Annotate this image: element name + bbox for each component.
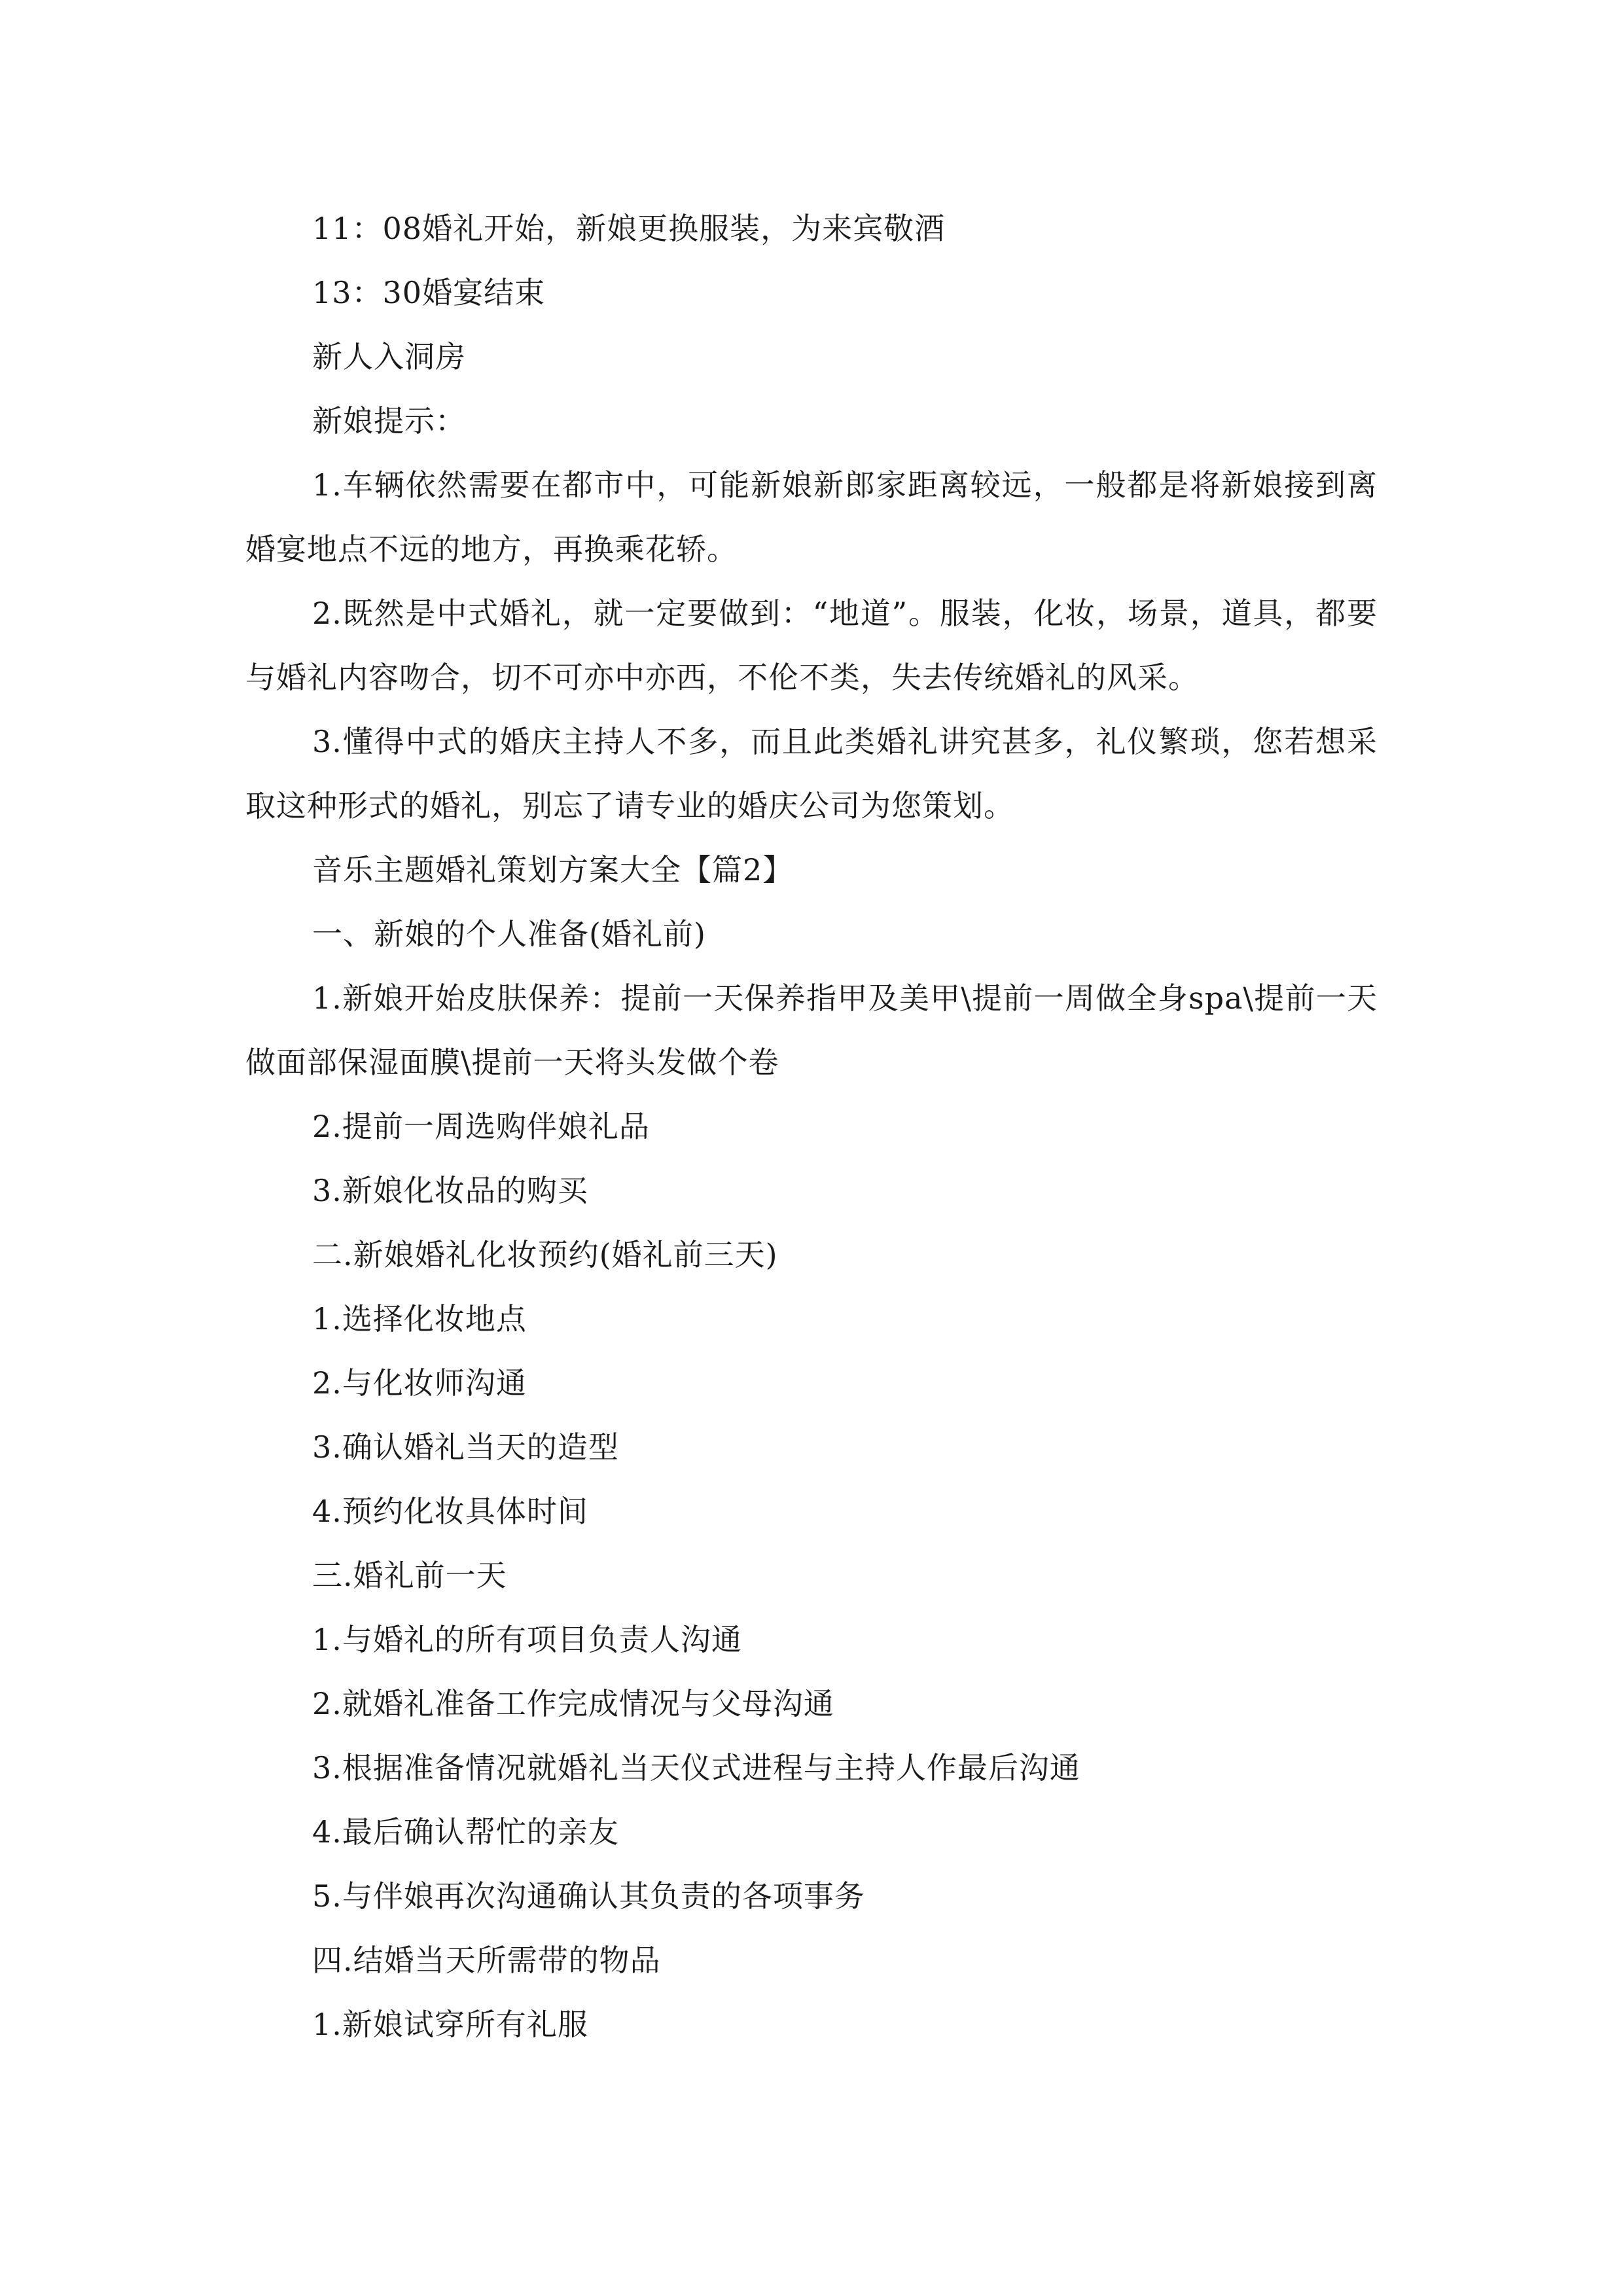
list-item-bridesmaid-gifts: 2.提前一周选购伴娘礼品 xyxy=(312,1109,650,1144)
paragraph-bridal-chamber: 新人入洞房 xyxy=(312,339,466,374)
paragraph-schedule-1108: 11：08婚礼开始，新娘更换服装，为来宾敬酒 xyxy=(312,211,946,246)
heading-makeup-appointment: 二.新娘婚礼化妆预约(婚礼前三天) xyxy=(312,1237,778,1272)
heading-personal-preparation: 一、新娘的个人准备(婚礼前) xyxy=(312,916,706,952)
section-title-part-2: 音乐主题婚礼策划方案大全【篇2】 xyxy=(312,852,794,888)
list-item-skin-care: 1.新娘开始皮肤保养：提前一天保养指甲及美甲\提前一周做全身spa\提前一天做面部保湿面膜\提前一天将头发做个卷 xyxy=(245,980,1378,1080)
list-item-parents: 2.就婚礼准备工作完成情况与父母沟通 xyxy=(312,1686,834,1721)
paragraph-schedule-1330: 13：30婚宴结束 xyxy=(312,275,546,310)
list-item-makeup-time: 4.预约化妆具体时间 xyxy=(312,1494,588,1529)
list-item-makeup-location: 1.选择化妆地点 xyxy=(312,1301,527,1336)
document-body xyxy=(245,196,1378,2056)
heading-day-before: 三.婚礼前一天 xyxy=(312,1558,507,1593)
list-item-confirm-style: 3.确认婚礼当天的造型 xyxy=(312,1429,619,1465)
list-item-coordinators: 1.与婚礼的所有项目负责人沟通 xyxy=(312,1622,742,1657)
list-item-helpers: 4.最后确认帮忙的亲友 xyxy=(312,1814,619,1850)
paragraph-bride-tips-heading: 新娘提示： xyxy=(312,403,466,439)
list-item-try-dresses: 1.新娘试穿所有礼服 xyxy=(312,2007,588,2042)
list-item-cosmetics: 3.新娘化妆品的购买 xyxy=(312,1173,588,1208)
paragraph-tip-2: 2.既然是中式婚礼，就一定要做到：“地道”。服装，化妆，场景，道具，都要与婚礼内容吻合，切不可亦中亦西，不伦不类，失去传统婚礼的风采。 xyxy=(245,596,1378,695)
list-item-makeup-artist: 2.与化妆师沟通 xyxy=(312,1365,527,1401)
paragraph-tip-1: 1.车辆依然需要在都市中，可能新娘新郎家距离较远，一般都是将新娘接到离婚宴地点不远的地方，再换乘花轿。 xyxy=(245,467,1378,567)
heading-items-to-bring: 四.结婚当天所需带的物品 xyxy=(312,1943,661,1978)
list-item-host: 3.根据准备情况就婚礼当天仪式进程与主持人作最后沟通 xyxy=(312,1750,1080,1785)
list-item-bridesmaid: 5.与伴娘再次沟通确认其负责的各项事务 xyxy=(312,1878,865,1914)
paragraph-tip-3: 3.懂得中式的婚庆主持人不多，而且此类婚礼讲究甚多，礼仪繁琐，您若想采取这种形式的婚礼，别忘了请专业的婚庆公司为您策划。 xyxy=(245,724,1378,823)
